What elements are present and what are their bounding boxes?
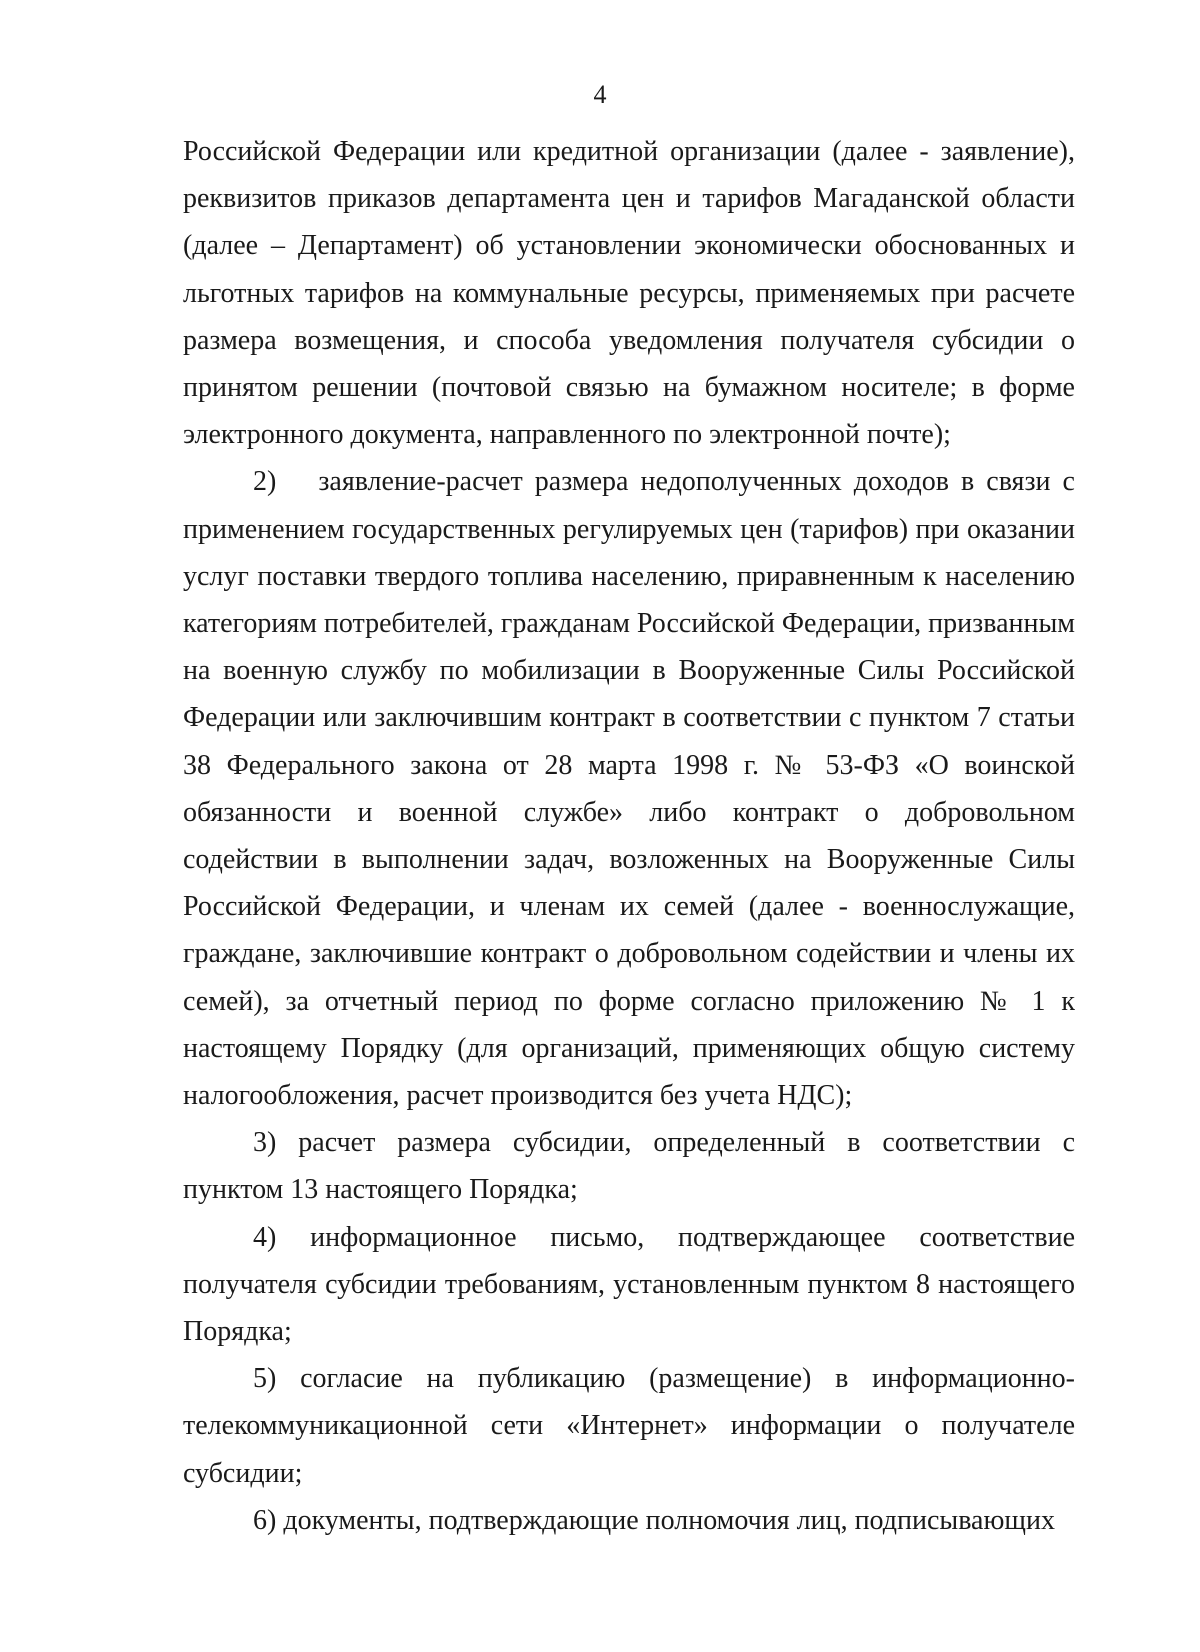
paragraph-item-6: 6) документы, подтверждающие полномочия лиц, подписывающих [253,1504,1055,1536]
document-body [183,128,1075,1544]
paragraph-continuation: Российской Федерации или кредитной организации (далее - заявление), реквизитов приказов департамента цен и тарифов Магаданской области (далее – Департамент) об установлении экономически обоснованных и льготных тарифов на коммунальные ресурсы, применяемых при расчете размера возмещения, и способа уведомления получателя субсидии о принятом решении (почтовой связью на бумажном носителе; в форме электронного документа, направленного по электронной почте); [183,136,1075,451]
paragraph-item-2: 2) заявление-расчет размера недополученных доходов в связи с применением государственных регулируемых цен (тарифов) при оказании услуг поставки твердого топлива населению, приравненным к населению категориям потребителей, гражданам Российской Федерации, призванным на военную службу по мобилизации в Вооруженные Силы Российской Федерации или заключившим контракт в соответствии с пунктом 7 статьи 38 Федерального закона от 28 марта 1998 г. № 53-ФЗ «О воинской обязанности и военной службе» либо контракт о добровольном содействии в выполнении задач, возложенных на Вооруженные Силы Российской Федерации, и членам их семей (далее - военнослужащие, граждане, заключившие контракт о добровольном содействии и члены их семей), за отчетный период по форме согласно приложению № 1 к настоящему Порядку (для организаций, применяющих общую систему налогообложения, расчет производится без учета НДС); [183,466,1075,1112]
page-number: 4 [593,80,607,109]
paragraph-item-4: 4) информационное письмо, подтверждающее соответствие получателя субсидии требованиям, установленным пунктом 8 настоящего Порядка; [183,1221,1075,1348]
paragraph-item-5: 5) согласие на публикацию (размещение) в информационно-телекоммуникационной сети «Интернет» информации о получателе субсидии; [183,1363,1075,1489]
paragraph-item-3: 3) расчет размера субсидии, определенный в соответствии с пунктом 13 настоящего Порядка; [183,1127,1075,1206]
